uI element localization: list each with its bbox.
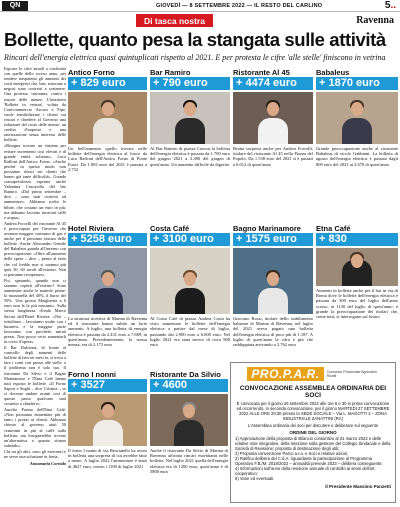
business-photo	[68, 394, 147, 446]
card-caption: Al Costa Café di piazza Andrea Costa ha visto aumentare le bollette dell'energia elettrica a partire dal mese di luglio, passando dai 2.900 euro a 6.000 euro. Nel luglio 2021 era stata invece di circa 900 euro	[150, 316, 230, 348]
card-caption: Un bell'aumento quello trovato nelle bollette dell'energia elettrica al fuoco da Luca Raffoni dell'Antico Forno di Ponte Fuori. Da 1.903 euro del 2021 è passata a 2.732	[68, 146, 147, 172]
business-photo	[68, 248, 147, 314]
business-name: Babaleus	[316, 68, 350, 77]
increase-amount: + 829 euro	[68, 77, 147, 90]
person-figure	[175, 100, 205, 144]
business-name: Forno I nonni	[68, 370, 116, 379]
city-label: Ravenna	[356, 15, 394, 26]
card-caption: Giacomo Rossi, titolare dello stabilimento balneare di Marina di Ravenna, nel luglio del 2021 aveva pagato una bolletta dell'energia elettrica di poco più di 1.187. A luglio di quest'anno la cifra è più che raddoppiata arrivando a 2.762 euro	[233, 316, 313, 348]
card-caption: La struttura ricettiva di Marina di Ravenna ed il ristorante hanno subito un forte aumento. A luglio, una bolletta di energia elettrica è passata da 2.431 euro a 7.689, in quest'anno. Precedentemente, la stessa mensa, era di 2.173 euro	[68, 316, 147, 348]
person-figure	[342, 100, 372, 144]
article-paragraph: Il Bar Dulcinea, di fronte al controllo degli aumenti delle bollette di ben sei mesi fa, si trova a fare i conti con prezzi alle stelle, e il problema non è solo suo. Il ristorante Da Silvio e il Bagno Marinamore e l'Etna Café hanno tutti esposto le bollette. «Il Forno Sapori e Sughi – dice Cristina – se si dovesse andare avanti così di questo passo qualcuno sarà costretto a chiudere».	[4, 345, 66, 407]
card-caption: Il forno I nonni di via Bruciatello ha avuto in bolletta una sorpresa di cui avrebbe fatto a meno. A luglio 2022 l'ammontare è stato di 4627 euro, contro i 1100 di luglio 2021	[68, 448, 147, 469]
agenda-item: 4) Informazioni sull'anno della revisione annuale di controllo ai sensi dell'art. cooperativo;	[235, 466, 376, 476]
card-caption: Grande preoccupazione anche al ristorante Babaleus di vicolo Gabbiani. La bolletta di agosto dell'energia elettrica è passata dagli 800 euro del 2021 ai 2.670 di quest'anno	[316, 146, 398, 167]
business-name: Bar Ramiro	[150, 68, 191, 77]
business-name: Costa Café	[150, 224, 190, 233]
article-body	[4, 66, 66, 503]
ad-logo	[235, 365, 391, 383]
business-card	[150, 224, 230, 347]
agenda-list	[235, 436, 391, 481]
ad-signature: Il Presidente Massimo Panzetti	[325, 484, 391, 489]
agenda-item: 2) Proposta convenzione Parco a.r.a. e Soci e relative azioni;	[235, 451, 349, 456]
business-name: Antico Forno	[68, 68, 115, 77]
business-card	[316, 224, 398, 319]
business-card	[68, 68, 147, 172]
headline: Bollette, quanto pesa la stangata sulle attività	[4, 29, 386, 50]
business-name: Ristorante Da Silvio	[150, 370, 221, 379]
person-figure	[93, 100, 123, 144]
card-caption: Brutta sorpresa anche per Andrea Forcelli, titolare del ristorante Al 45 nella Piazza del Popolo. Da 1.538 euro del 2021 si è passati a 6.012 di quest'anno	[233, 146, 313, 167]
masthead-bar	[0, 0, 400, 12]
subheadline: Rincari dell'energia elettrica quasi quintuplicati rispetto al 2021. E per protesta le cifre 'alle stelle' finiscono in vetrina	[4, 53, 386, 62]
business-photo	[316, 248, 398, 286]
business-photo	[233, 248, 313, 314]
business-card	[150, 68, 230, 167]
article-paragraph: Chi tra gli altri, sono gli esercenti e ne serve una soluzione in fretta.	[4, 448, 66, 460]
business-name: Hotel Riviera	[68, 224, 114, 233]
agenda-item: 1) Approvazione della proposta di Bilancio consuntivo al 31 marzo 2022 e delle relative note integrative, della relazione sulla gestione del Collegio Sindacale e della Società di Revisione; proposta di destinazione degli utili;	[235, 436, 391, 451]
business-photo	[150, 92, 230, 144]
article-paragraph: «Bisogna trovare un sistema per evitare incrementi così elevati e di grande entità soltanto», Luca Raffoni dell'Antico Forno. «Anche perché in questo modo non possiamo rifarci sui clienti che hanno già tante difficoltà». Grande consapevolezza esprime anche Valentina Cascavilla del bar Ramiro. «Dal primo settembre – dice – sono stati costretti ad aumentare». Abbiamo scelto le bibite, che costano un euro in più. ma abbiamo lasciato invariati caffè e acqua».	[4, 143, 66, 220]
ad-brand: PRO.P.A.R.	[247, 367, 323, 381]
assembly-notice-ad	[230, 362, 396, 503]
ad-tagline: Consorzio Provinciale Agricoltori Riuniti	[326, 370, 377, 378]
article-paragraph: Aurelio Farina dell'Etna Café: «Non possiamo aumentare più di tanto i prezzi ai clienti. Abbiamo chiesto al governo aiuti 50 centesimi in più al caffè sulla bolletta, ma bisognerebbe trovare un'alternativa a quanto stiamo subendo».	[4, 407, 66, 448]
article-paragraph: Poi, sperando, quando non ci saranno coperti all'esterno? Sono aumentate anche le materie prime: la mozzarella del 40%, il burro del 50%. Una grossa Margherita a 6 euro non la fa più nessuno». Sulla stessa lunghezza d'onda Marco Savini dell'Hotel Riviera: «Noi – sottolinea – lavoriamo molto con i business e la maggior parte lavoriamo con pacchetti mirati prezzi. Non posso certo aumentarli in corso d'opera».	[4, 277, 66, 344]
increase-amount: + 1575 euro	[233, 233, 313, 246]
article-paragraph: Andrea Forcelli del ristorante Al 45 è preoccupato per l'inverno che avranno maggior consumo di gas e anche per il prossimo rincaro delle bollette. Anche Alessandro Gentile del Babaleus guarda all'inverno con preoccupazione: «Oltre all'aumento delle spese – dice – penso al fatto che col freddo non si saranno più quei 50, 60 tavoli all'esterno. Non si potranno recuperare».	[4, 220, 66, 277]
article-paragraph: Esporre le cifre attuali a confronto con quelle dello scorso anno, per rendere trasparenti gli aumenti dei costi energetici che, ben, ristorano a negozi sono costretti a sostenere. Una protesta, insomma, contro i rincari delle utenze. L'iniziativa 'Bollette in vetrina', voluta da Confcommercio Ascom e Fipe, vuole sensibilizzare i clienti sui rincari e chiedere al Governo una riduzione del costo delle utenze, un credito d'imposta e una rateizzazione senza interessi delle bollette.	[4, 66, 66, 143]
author-signature: Annamaria Corrado	[29, 461, 66, 467]
person-figure	[342, 252, 372, 286]
person-figure	[93, 402, 123, 446]
person-figure	[175, 270, 205, 314]
card-caption: Aumenti in bolletta anche per il bar in via di Roma dove le bollette dell'energia elettrica è passata da 300 euro del luglio dell'anno scorso, ai 1130 del luglio di quest'anno: è grande la preoccupazione dei titolari che, come tutti, si interrogano sul futuro	[316, 288, 398, 320]
business-photo	[150, 248, 230, 314]
increase-amount: + 5258 euro	[68, 233, 147, 246]
agenda-item: 3) Ratifica delibera del C.d.A. riguardante la partecipazione al Programma Operativo F.B./M. 2018/2022 – annualità prevede 2023 – delibera conseguente;	[235, 456, 383, 466]
agenda-title: ORDINE DEL GIORNO	[289, 430, 337, 435]
page-number: 5..	[384, 0, 396, 11]
section-header	[136, 14, 400, 27]
business-name: Ristorante Al 45	[233, 68, 290, 77]
business-card	[68, 370, 147, 469]
agenda-item: 5) Varie ed eventuali.	[235, 476, 275, 481]
card-caption: Al Bar Ramiro di piazza Cavour la bolletta dell'energia elettrica è passata da 1.700 euro del giugno 2021 a 2.490 del giugno di quest'anno. Un aumento difficile da digerire	[150, 146, 230, 167]
increase-amount: + 830	[316, 233, 398, 246]
section-label: Di tasca nostra	[136, 14, 213, 27]
business-card	[68, 224, 147, 347]
increase-amount: + 4474 euro	[233, 77, 313, 90]
dateline: GIOVEDÌ — 8 SETTEMBRE 2022 — IL RESTO DEL CARLINO	[156, 2, 323, 9]
person-figure	[258, 270, 288, 314]
increase-amount: + 1870 euro	[316, 77, 398, 90]
card-caption: Anche il ristorante Da Silvio di Marina di Ravenna affronta rincari esorbitanti nelle bollette. Nel luglio 2021 quella dell'energia elettrica era di 1200 euro, quest'anno è di 5800 euro	[150, 448, 228, 474]
person-figure	[93, 270, 123, 314]
business-name: Bagno Marinamore	[233, 224, 301, 233]
ad-title: CONVOCAZIONE ASSEMBLEA ORDINARIA DEI SOCI	[239, 385, 387, 399]
business-card	[233, 68, 313, 167]
person-figure	[174, 402, 204, 446]
business-photo	[233, 92, 313, 144]
ad-intro: È convocata per il giorno 26 settembre 2022 alle ore 6 e 30 in prima convocazione ed occorrendo, in seconda convocazione, per il giorno MARTEDÌ 27 SETTEMBRE 2022 ALLE ORE 20:30 presso la SEDE SOCIALE – Via L. MAGOTTI 2 – ZONA INDUSTRIALE ZANATTINI (RA)	[236, 401, 390, 421]
business-photo	[150, 394, 228, 446]
business-name: Etna Café	[316, 224, 351, 233]
newspaper-logo: QN	[2, 1, 28, 11]
increase-amount: + 790 euro	[150, 77, 230, 90]
business-card	[233, 224, 313, 347]
increase-amount: + 3527	[68, 379, 147, 392]
ad-intro-second: L'Assemblea ordinaria dei soci per discutere e deliberare sul seguente	[247, 423, 379, 428]
business-card	[316, 68, 398, 167]
person-figure	[258, 100, 288, 144]
increase-amount: + 4600	[150, 379, 228, 392]
increase-amount: + 3100 euro	[150, 233, 230, 246]
business-card	[150, 370, 228, 474]
business-photo	[68, 92, 147, 144]
business-photo	[316, 92, 398, 144]
